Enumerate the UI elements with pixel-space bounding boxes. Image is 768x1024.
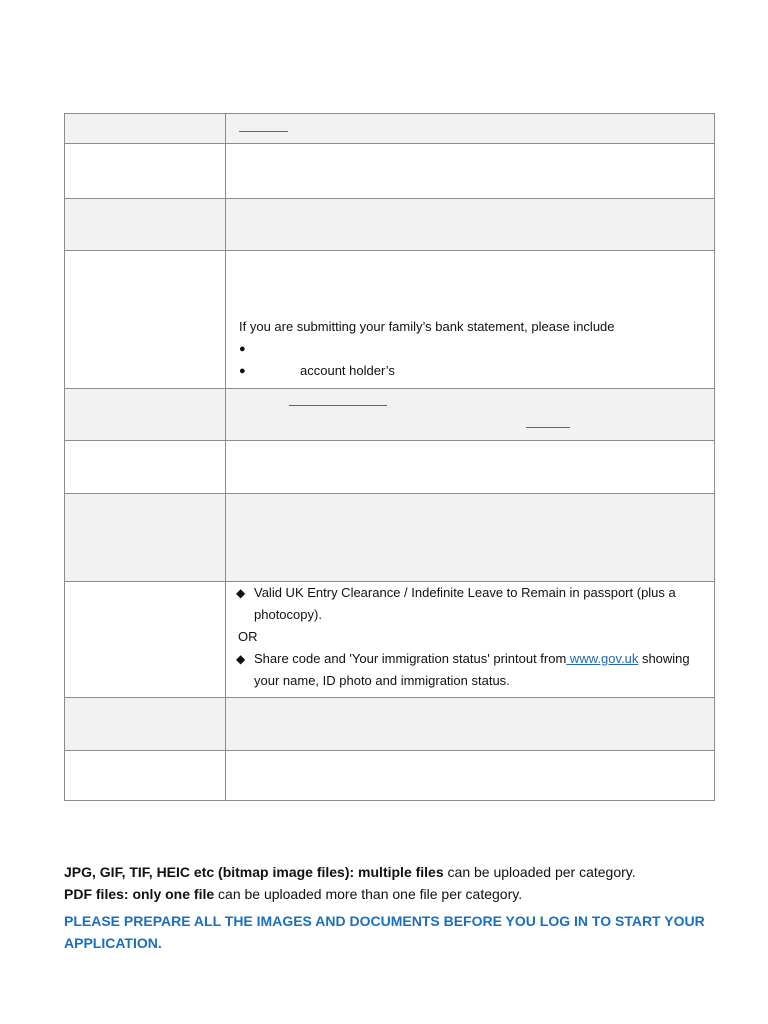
pdf-upload-rest: can be uploaded more than one file per category. [214,886,523,902]
row-content-cell [226,114,715,144]
table-row [65,389,715,441]
option-2-line-2: your name, ID photo and immigration status. [254,673,510,688]
row-content-cell [226,582,715,698]
or-label: OR [238,629,258,644]
option-2-line-1 [254,648,690,670]
option-2-suffix: showing [638,651,690,666]
black-diamond-icon: ◆ [236,652,246,666]
row-label-cell [65,251,226,389]
table-row [65,494,715,582]
row-content-cell [226,494,715,582]
bitmap-upload-rest: can be uploaded per category. [443,864,636,880]
row-label-cell [65,144,226,199]
option-1-line-1: Valid UK Entry Clearance / Indefinite Leave to Remain in passport (plus a [254,585,676,600]
bank-statement-intro: If you are submitting your family’s bank statement, please include [239,319,615,334]
table-row [65,751,715,801]
hyperlink[interactable] [239,131,288,132]
bitmap-upload-note [64,861,714,883]
black-circle-icon: ● [239,343,246,355]
upload-notes [64,861,714,954]
table-row [65,114,715,144]
table-row [65,582,715,698]
table-row [65,698,715,751]
pdf-upload-bold: PDF files: only one file [64,886,215,902]
table-row [65,199,715,251]
requirements-table [64,113,715,801]
row-label-cell [65,441,226,494]
row-label-cell [65,114,226,144]
gov-uk-link[interactable]: www.gov.uk [566,651,639,666]
option-2-prefix: Share code and 'Your immigration status' printout from [254,651,567,666]
table-row [65,251,715,389]
pdf-upload-note [64,883,714,905]
prepare-documents-note: PLEASE PREPARE ALL THE IMAGES AND DOCUMENTS BEFORE YOU LOG IN TO START YOUR APPLICATION. [64,913,705,951]
table-row [65,441,715,494]
row-label-cell [65,199,226,251]
row-content-cell [226,389,715,441]
row-content-cell [226,441,715,494]
row-label-cell [65,698,226,751]
black-diamond-icon: ◆ [236,586,246,600]
hyperlink[interactable] [289,405,387,406]
row-content-cell [226,698,715,751]
option-1-line-2: photocopy). [254,607,322,622]
bitmap-upload-bold: JPG, GIF, TIF, HEIC etc (bitmap image files): multiple files [64,864,444,880]
table-row [65,144,715,199]
row-label-cell [65,389,226,441]
bullet-text: account holder’s [300,363,395,378]
row-content-cell [226,251,715,389]
row-label-cell [65,494,226,582]
row-content-cell [226,751,715,801]
hyperlink[interactable] [526,427,570,428]
black-circle-icon: ● [239,365,246,377]
row-content-cell [226,199,715,251]
row-content-cell [226,144,715,199]
row-label-cell [65,751,226,801]
row-label-cell [65,582,226,698]
